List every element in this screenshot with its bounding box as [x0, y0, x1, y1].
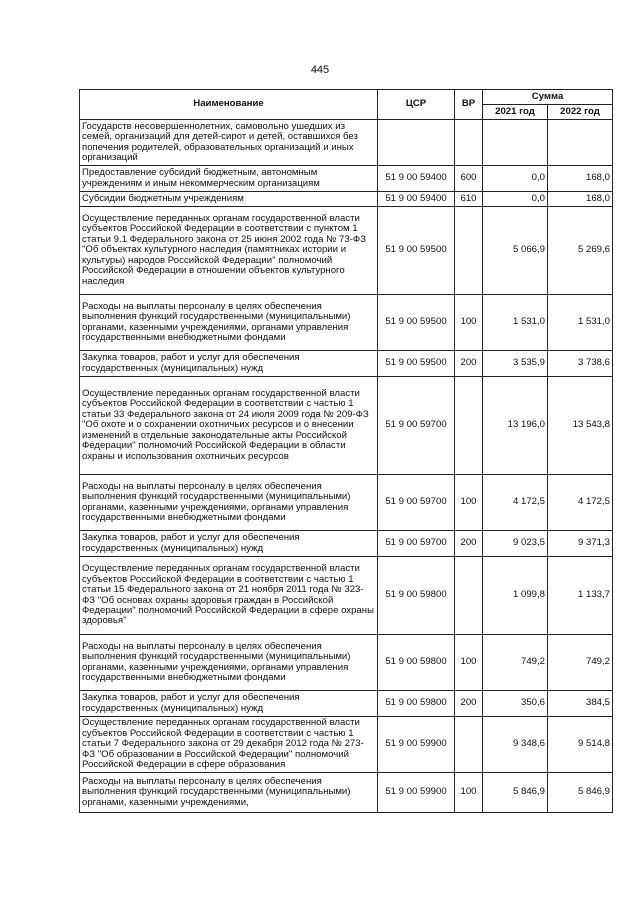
row-vr [455, 120, 483, 166]
row-csr [378, 120, 455, 166]
budget-table [79, 89, 613, 813]
row-csr: 51 9 00 59900 [378, 717, 455, 773]
table-row [80, 351, 613, 377]
header-vr: ВР [455, 90, 483, 120]
row-sum-2022: 13 543,8 [548, 377, 613, 475]
row-sum-2022: 749,2 [548, 635, 613, 691]
row-name: Расходы на выплаты персоналу в целях обеспечения выполнения функций государственными (муниципальными) органами, казенными учреждениями, [80, 773, 378, 813]
row-csr: 51 9 00 59500 [378, 295, 455, 351]
table-row [80, 377, 613, 475]
row-sum-2021: 350,6 [483, 691, 548, 717]
row-sum-2022: 1 531,0 [548, 295, 613, 351]
row-csr: 51 9 00 59700 [378, 377, 455, 475]
header-name: Наименование [80, 90, 378, 120]
row-csr: 51 9 00 59700 [378, 475, 455, 531]
row-name: Закупка товаров, работ и услуг для обеспечения государственных (муниципальных) нужд [80, 691, 378, 717]
table-row [80, 635, 613, 691]
row-vr: 200 [455, 351, 483, 377]
row-csr: 51 9 00 59400 [378, 166, 455, 192]
table-row [80, 531, 613, 557]
row-name: Расходы на выплаты персоналу в целях обеспечения выполнения функций государственными (муниципальными) органами, казенными учреждениями, органами управления государственными внебюджетными фондами [80, 475, 378, 531]
row-csr: 51 9 00 59500 [378, 207, 455, 295]
row-sum-2021: 0,0 [483, 166, 548, 192]
table-row [80, 773, 613, 813]
row-name: Осуществление переданных органам государственной власти субъектов Российской Федерации в соответствии с частью 1 статьи 15 Федерального закона от 21 ноября 2011 года № 323-ФЗ "Об основах охраны здоровья граждан в Российской Федерации" полномочий Российской Федерации в сфере охраны здоровья" [80, 557, 378, 635]
row-sum-2021: 749,2 [483, 635, 548, 691]
table-row [80, 207, 613, 295]
row-sum-2022: 9 514,8 [548, 717, 613, 773]
row-csr: 51 9 00 59500 [378, 351, 455, 377]
header-sum: Сумма [483, 90, 613, 105]
row-sum-2021: 9 348,6 [483, 717, 548, 773]
row-name: Предоставление субсидий бюджетным, автономным учреждениям и иным некоммерческим организациям [80, 166, 378, 192]
row-vr [455, 207, 483, 295]
row-sum-2022: 4 172,5 [548, 475, 613, 531]
row-vr: 100 [455, 295, 483, 351]
row-vr: 100 [455, 475, 483, 531]
row-sum-2021: 3 535,9 [483, 351, 548, 377]
row-name: Осуществление переданных органам государственной власти субъектов Российской Федерации в соответствии с частью 1 статьи 33 Федерального закона от 24 июля 2009 года № 209-ФЗ "Об охоте и о сохранении охотничьих ресурсов и о внесении изменений в отдельные законодательные акты Российской Федерации" полномочий Российской Федерации в области охраны и использования охотничьих ресурсов [80, 377, 378, 475]
row-sum-2021: 9 023,5 [483, 531, 548, 557]
row-sum-2022: 5 846,9 [548, 773, 613, 813]
row-sum-2021: 13 196,0 [483, 377, 548, 475]
row-csr: 51 9 00 59700 [378, 531, 455, 557]
table-row [80, 691, 613, 717]
table-row [80, 192, 613, 207]
row-vr: 610 [455, 192, 483, 207]
row-sum-2022: 168,0 [548, 166, 613, 192]
row-sum-2021: 0,0 [483, 192, 548, 207]
row-vr: 100 [455, 635, 483, 691]
table-row [80, 717, 613, 773]
page-number: 445 [310, 64, 330, 76]
table-row [80, 557, 613, 635]
row-sum-2022: 168,0 [548, 192, 613, 207]
row-name: Осуществление переданных органам государственной власти субъектов Российской Федерации в соответствии с частью 1 статьи 7 Федерального закона от 29 декабря 2012 года № 273-ФЗ "Об образовании в Российской Федерации" полномочий Российской Федерации в сфере образования [80, 717, 378, 773]
row-vr [455, 717, 483, 773]
row-sum-2021 [483, 120, 548, 166]
row-sum-2021: 1 099,8 [483, 557, 548, 635]
row-sum-2022: 384,5 [548, 691, 613, 717]
row-sum-2021: 4 172,5 [483, 475, 548, 531]
row-name: Расходы на выплаты персоналу в целях обеспечения выполнения функций государственными (муниципальными) органами, казенными учреждениями, органами управления государственными внебюджетными фондами [80, 295, 378, 351]
row-name: Расходы на выплаты персоналу в целях обеспечения выполнения функций государственными (муниципальными) органами, казенными учреждениями, органами управления государственными внебюджетными фондами [80, 635, 378, 691]
row-csr: 51 9 00 59800 [378, 691, 455, 717]
table-row [80, 166, 613, 192]
row-csr: 51 9 00 59900 [378, 773, 455, 813]
header-csr: ЦСР [378, 90, 455, 120]
header-year-2022: 2022 год [548, 105, 613, 120]
row-sum-2022: 1 133,7 [548, 557, 613, 635]
table-row [80, 475, 613, 531]
row-sum-2021: 5 846,9 [483, 773, 548, 813]
table-row [80, 120, 613, 166]
row-sum-2022: 9 371,3 [548, 531, 613, 557]
row-sum-2022: 5 269,6 [548, 207, 613, 295]
row-csr: 51 9 00 59800 [378, 635, 455, 691]
row-csr: 51 9 00 59800 [378, 557, 455, 635]
row-vr [455, 377, 483, 475]
row-sum-2021: 1 531,0 [483, 295, 548, 351]
row-name: Осуществление переданных органам государственной власти субъектов Российской Федерации в соответствии с пунктом 1 статьи 9.1 Федерального закона от 25 июня 2002 года № 73-ФЗ "Об объектах культурного наследия (памятниках истории и культуры) народов Российской Федерации" полномочий Российской Федерации в отношении объектов культурного наследия [80, 207, 378, 295]
row-csr: 51 9 00 59400 [378, 192, 455, 207]
table-row [80, 295, 613, 351]
row-name: Закупка товаров, работ и услуг для обеспечения государственных (муниципальных) нужд [80, 531, 378, 557]
row-name: Закупка товаров, работ и услуг для обеспечения государственных (муниципальных) нужд [80, 351, 378, 377]
header-year-2021: 2021 год [483, 105, 548, 120]
row-name: Государств несовершеннолетних, самовольно ушедших из семей, организаций для детей-сирот и детей, оставшихся без попечения родителей, образовательных организаций и иных организаций [80, 120, 378, 166]
row-vr: 200 [455, 531, 483, 557]
row-vr [455, 557, 483, 635]
row-vr: 100 [455, 773, 483, 813]
row-sum-2022: 3 738,6 [548, 351, 613, 377]
row-vr: 600 [455, 166, 483, 192]
row-sum-2022 [548, 120, 613, 166]
row-sum-2021: 5 066,9 [483, 207, 548, 295]
row-vr: 200 [455, 691, 483, 717]
row-name: Субсидии бюджетным учреждениям [80, 192, 378, 207]
